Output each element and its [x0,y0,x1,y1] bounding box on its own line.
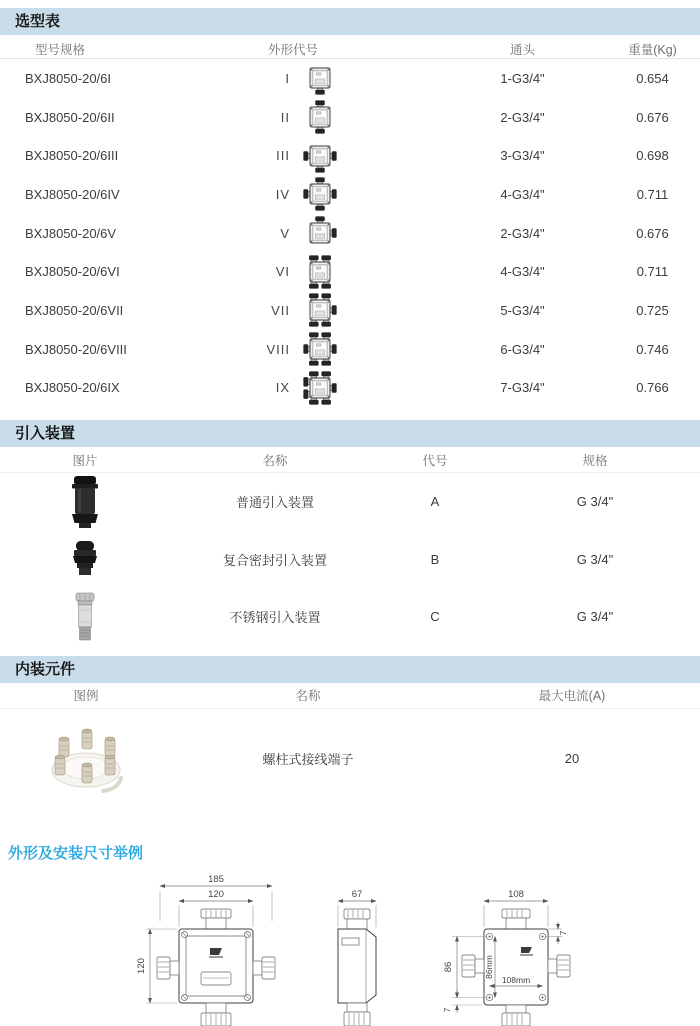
device-code-cell: C [430,609,440,625]
internal-components-section [0,656,700,809]
hub-cell: 7-G3/4" [500,380,545,396]
device-spec-cell: G 3/4" [576,494,614,510]
hub-cell: 6-G3/4" [500,341,545,357]
shape-code-cell: VI [275,264,290,280]
dim-mount-bottom-offset: 7 [442,1007,452,1013]
shape-code-cell: II [280,109,290,125]
hub-cell: 4-G3/4" [500,264,545,280]
model-cell: BXJ8050-20/6I [25,70,112,86]
col-header-weight: 重量(Kg) [628,42,677,57]
weight-cell: 0.676 [636,225,669,241]
weight-cell: 0.766 [636,380,669,396]
device-spec-cell: G 3/4" [576,609,614,625]
internal-components-column-headers [0,683,700,709]
col-header-spec: 规格 [582,453,608,468]
model-cell: BXJ8050-20/6IX [25,380,120,396]
weight-cell: 0.725 [636,302,669,318]
table-row [0,59,700,98]
dimensions-section-title: 外形及安装尺寸举例 [8,844,144,862]
section-header-selection-table [0,8,700,35]
hub-cell: 5-G3/4" [500,302,545,318]
selection-table-section [0,8,700,407]
table-row [0,709,700,809]
dim-mount-hole-spacing-v: 86 [443,961,454,972]
nameplate [201,972,231,985]
model-cell: BXJ8050-20/6V [25,225,117,241]
junction-box-icon [301,137,339,175]
front-view-drawing [136,874,275,1026]
table-row [0,588,700,646]
shape-code-cell: VIII [266,341,290,357]
model-cell: BXJ8050-20/6III [25,148,119,164]
dimension-drawings [0,869,700,1026]
junction-box-icon [301,330,339,368]
hub-cell: 2-G3/4" [500,109,545,125]
weight-cell: 0.711 [636,264,669,280]
side-view-drawing [338,889,376,1026]
shape-code-cell: V [280,225,290,241]
section-title: 引入装置 [15,425,76,443]
shape-code-cell: I [285,70,290,86]
table-row [0,175,700,214]
weight-cell: 0.654 [636,70,669,86]
col-header-shape-code: 外形代号 [268,42,319,57]
junction-box-icon [301,175,339,213]
table-row [0,291,700,330]
table-row [0,98,700,137]
table-row [0,369,700,408]
col-header-hub: 通头 [509,42,535,57]
shape-code-cell: III [276,148,290,164]
selection-table-column-headers [0,35,700,59]
col-header-image: 图例 [73,689,99,704]
model-cell: BXJ8050-20/6VI [25,264,120,280]
junction-box-icon [301,98,339,136]
table-row [0,531,700,589]
hub-cell: 4-G3/4" [500,186,545,202]
shape-code-cell: IV [275,186,290,202]
dim-front-body-width: 120 [208,888,224,900]
junction-box-icon [301,291,339,329]
device-name-cell: 普通引入装置 [235,495,314,511]
weight-cell: 0.746 [636,341,669,357]
dim-front-height: 120 [136,957,147,974]
weight-cell: 0.676 [636,109,669,125]
dim-front-overall-width: 185 [208,873,224,885]
junction-box-icon [301,214,339,252]
weight-cell: 0.711 [636,186,669,202]
device-code-cell: A [430,494,440,510]
cable-gland-photo [0,539,170,579]
section-title: 内装元件 [15,660,76,678]
junction-box-icon [301,253,339,291]
device-spec-cell: G 3/4" [576,551,614,567]
terminal-block-photo [0,718,172,800]
device-name-cell: 不锈钢引入装置 [229,610,321,626]
hub-cell: 3-G3/4" [500,148,545,164]
table-row [0,214,700,253]
model-cell: BXJ8050-20/6II [25,109,115,125]
weight-cell: 0.698 [636,148,669,164]
junction-box-icon [301,369,339,407]
device-name-cell: 复合密封引入装置 [222,552,327,568]
col-header-code: 代号 [422,453,448,468]
shape-code-cell: VII [271,302,290,318]
table-row [0,136,700,175]
section-header-entry-devices [0,420,700,447]
device-code-cell: B [430,551,440,567]
col-header-model: 型号规格 [35,42,86,57]
col-header-max-current: 最大电流(A) [538,689,606,704]
col-header-name: 名称 [262,453,288,468]
entry-devices-column-headers [0,447,700,473]
hub-cell: 2-G3/4" [500,225,545,241]
component-max-current-cell: 20 [564,751,580,767]
dim-mount-inner-width: 108mm [501,974,531,985]
component-name-cell: 螺柱式接线端子 [262,752,354,768]
table-row [0,330,700,369]
section-header-internal-components [0,656,700,683]
dim-mount-top-offset: 7 [558,930,568,936]
col-header-name: 名称 [295,689,321,704]
table-row [0,473,700,531]
model-cell: BXJ8050-20/6VII [25,302,124,318]
table-row [0,252,700,291]
model-cell: BXJ8050-20/6IV [25,186,120,202]
section-title: 选型表 [15,13,61,30]
model-cell: BXJ8050-20/6VIII [25,341,127,357]
dim-side-depth: 67 [351,888,363,900]
shape-code-cell: IX [275,380,290,396]
cable-gland-photo [0,475,170,529]
entry-devices-section [0,420,700,646]
cable-gland-photo [0,592,170,642]
junction-box-icon [301,59,339,97]
dim-mount-inner-height: 86mm [484,954,494,979]
col-header-image: 图片 [72,453,98,468]
mounting-view-drawing [442,889,570,1026]
hub-cell: 1-G3/4" [500,70,545,86]
dim-mount-width: 108 [508,888,524,900]
